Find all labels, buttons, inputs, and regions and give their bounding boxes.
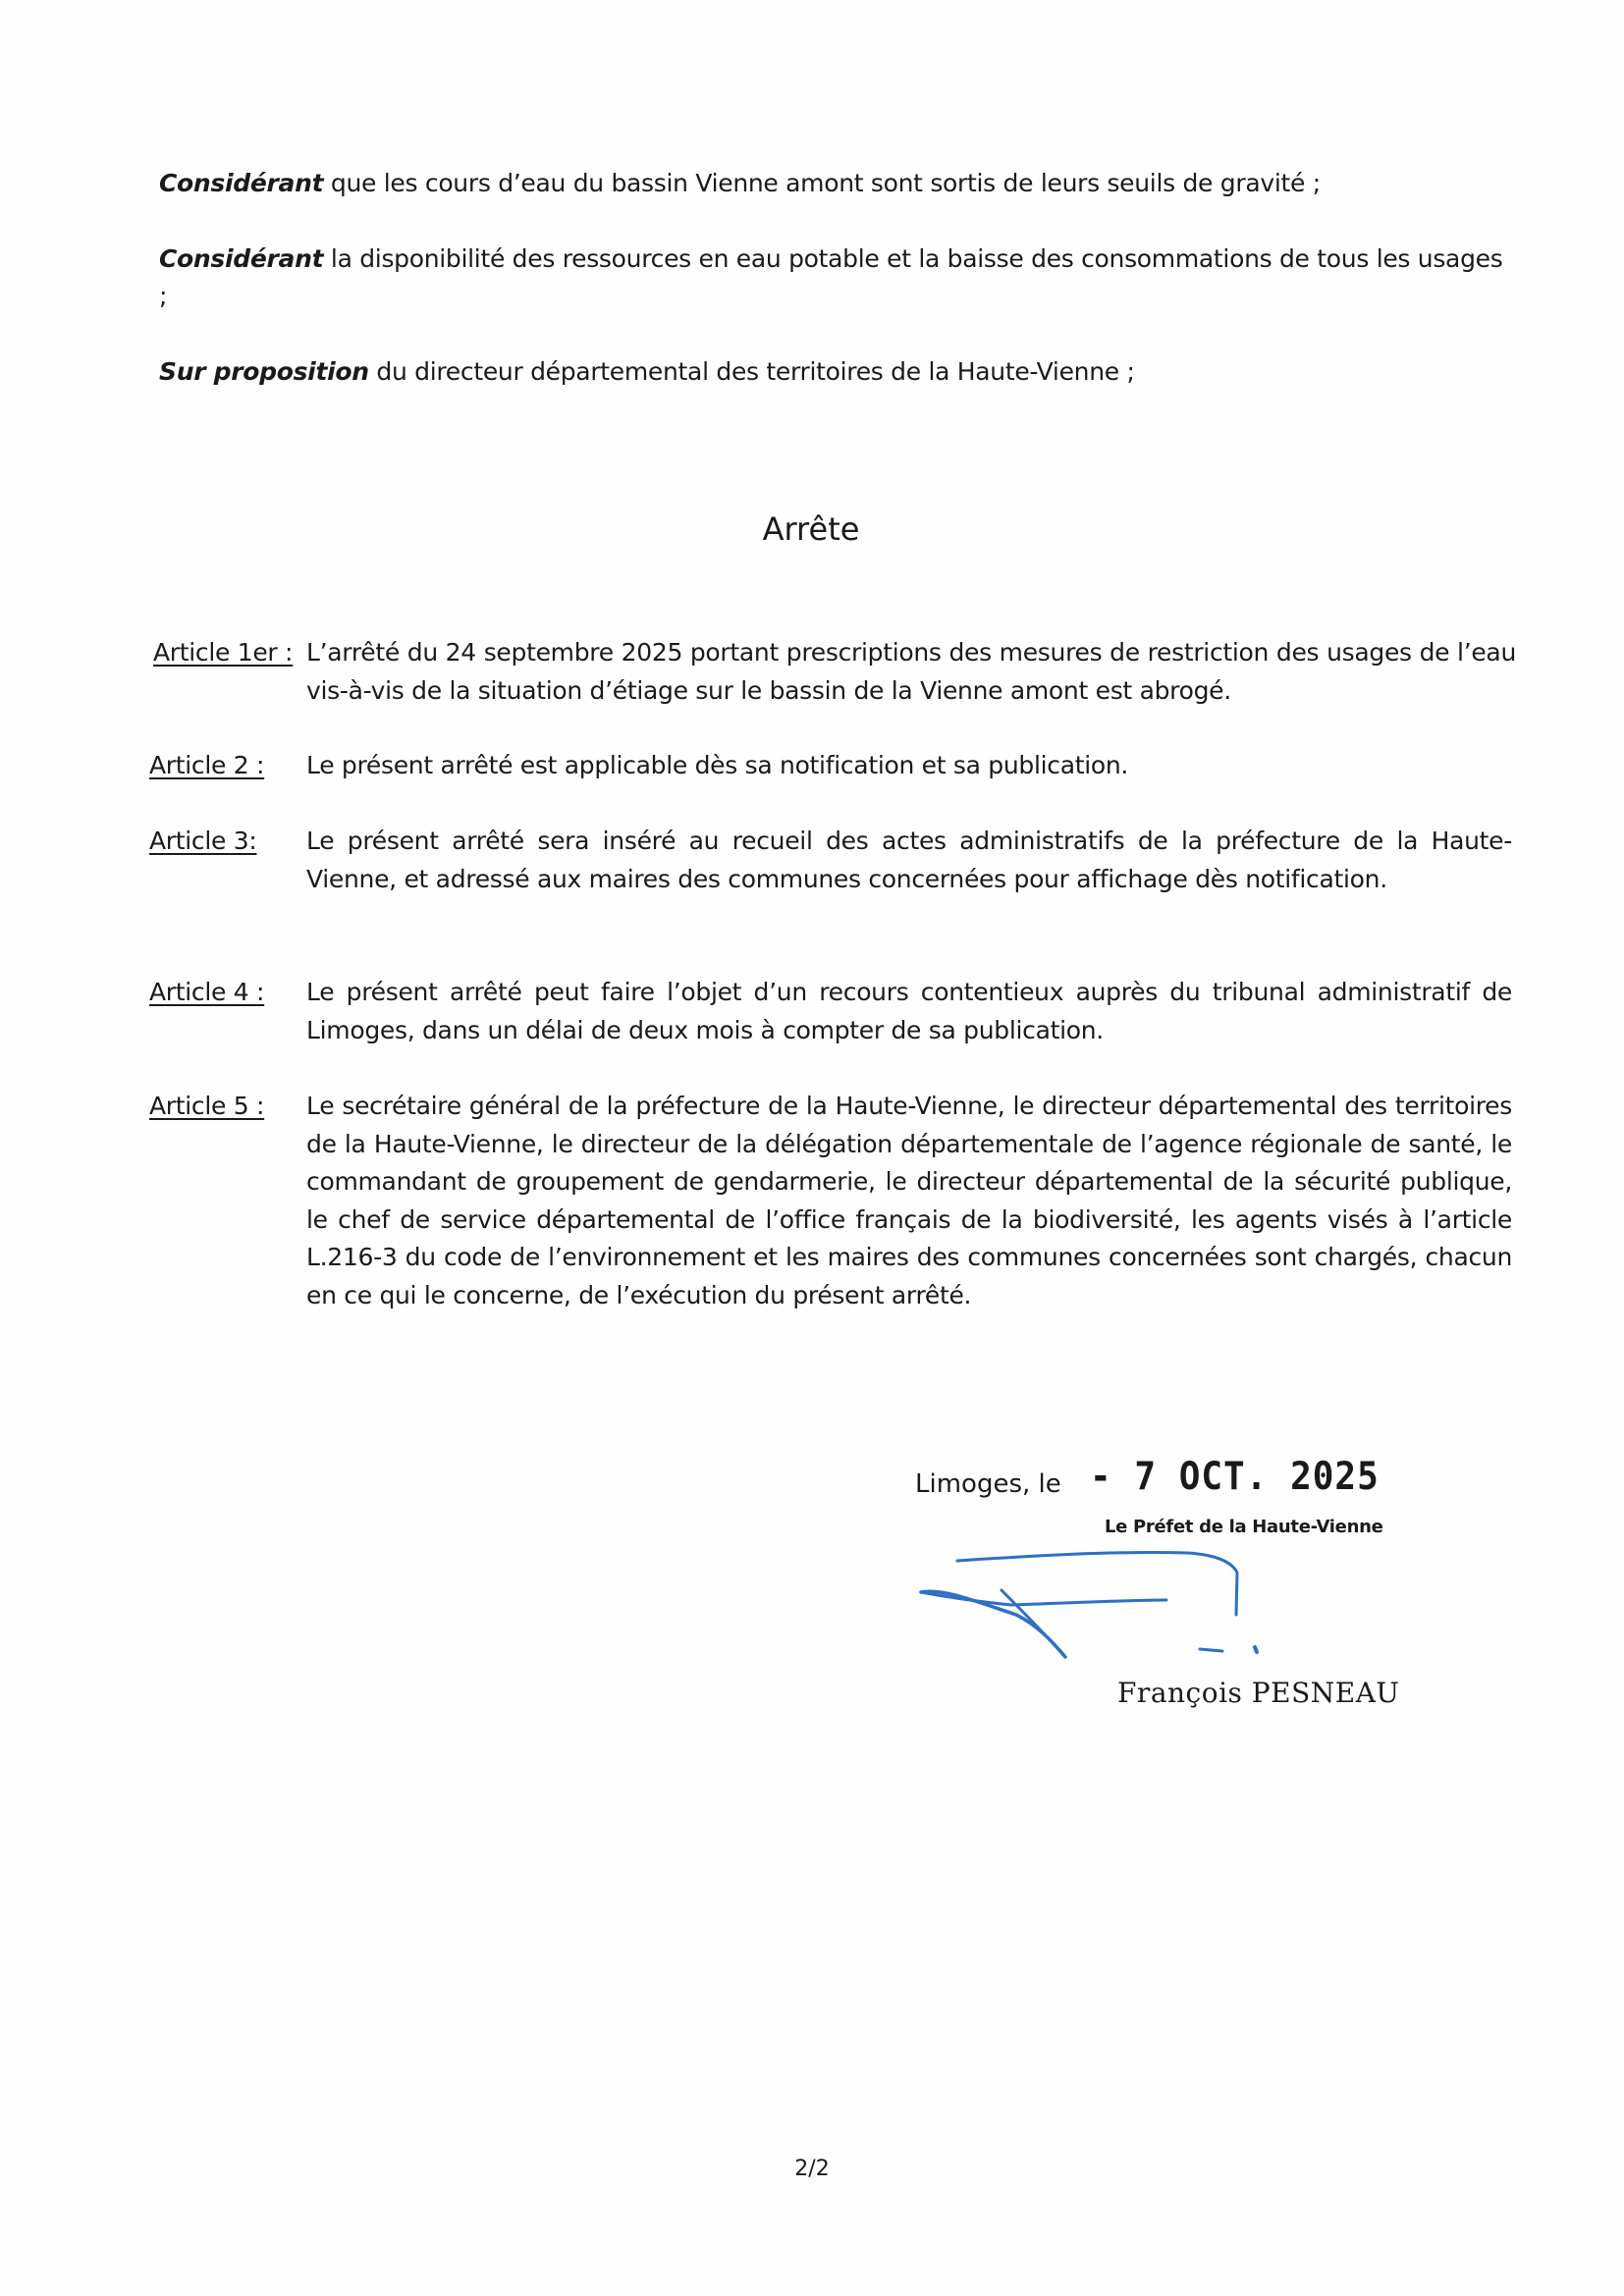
consideration-lead: Considérant xyxy=(159,169,324,197)
signature-stroke xyxy=(1001,1590,1065,1657)
article-text: L’arrêté du 24 septembre 2025 portant prescriptions des mesures de restriction des usages de l’eau vis-à-vis de la situation d’étiage sur le bassin de la Vienne amont est abrogé. xyxy=(306,638,1516,705)
article-text: Le secrétaire général de la préfecture de la Haute-Vienne, le directeur départemental des territoires de la Haute-Vienne, le directeur de la délégation départementale de l’agence régionale de santé, le commandant de groupement de gendarmerie, le directeur départemental de la sécurité publique, le chef de service départemental de l’office français de la biodiversité, les agents visés à l’article L.216-3 du code de l’environnement et les maires des communes concernées sont chargés, chacun en ce qui le concerne, de l’exécution du présent arrêté. xyxy=(306,1092,1512,1309)
role-stamp: Le Préfet de la Haute-Vienne xyxy=(1105,1517,1383,1537)
article-4 xyxy=(149,974,1512,1049)
signature-stroke xyxy=(921,1591,1065,1657)
signature-stroke xyxy=(957,1553,1237,1615)
article-text: Le présent arrêté peut faire l’objet d’un recours contentieux auprès du tribunal administratif de Limoges, dans un délai de deux mois à compter de sa publication. xyxy=(306,978,1512,1044)
signatory-name: François PESNEAU xyxy=(1117,1677,1400,1709)
article-1 xyxy=(153,634,1516,710)
article-label: Article 2 : xyxy=(149,751,265,779)
article-label: Article 1er : xyxy=(153,638,294,667)
consideration-2 xyxy=(159,240,1514,315)
article-label: Article 4 : xyxy=(149,978,265,1006)
article-3 xyxy=(149,823,1512,898)
signature-strokes xyxy=(921,1553,1257,1657)
article-text: Le présent arrêté est applicable dès sa notification et sa publication. xyxy=(306,751,1129,779)
article-text: Le présent arrêté sera inséré au recueil des actes administratifs de la préfecture de la Haute-Vienne, et adressé aux maires des communes concernées pour affichage dès notification. xyxy=(306,827,1512,893)
consideration-3 xyxy=(159,353,1514,391)
handwritten-signature xyxy=(913,1541,1306,1679)
consideration-text: que les cours d’eau du bassin Vienne amont sont sortis de leurs seuils de gravité ; xyxy=(323,169,1321,197)
decision-title: Arrête xyxy=(762,510,860,548)
article-label: Article 5 : xyxy=(149,1092,265,1120)
consideration-lead: Considérant xyxy=(159,244,324,273)
signature-stroke xyxy=(1200,1649,1222,1651)
consideration-lead: Sur proposition xyxy=(159,357,369,386)
article-5 xyxy=(149,1088,1512,1314)
signature-stroke xyxy=(1255,1647,1257,1652)
consideration-1 xyxy=(159,165,1514,202)
article-label: Article 3: xyxy=(149,827,257,855)
consideration-text: la disponibilité des ressources en eau potable et la baisse des consommations de tous les usages ; xyxy=(159,244,1503,310)
article-2 xyxy=(149,747,1512,785)
consideration-text: du directeur départemental des territoires de la Haute-Vienne ; xyxy=(368,357,1135,386)
date-stamp: - 7 OCT. 2025 xyxy=(1090,1454,1380,1500)
page-number: 2/2 xyxy=(794,2157,830,2181)
signature-place: Limoges, le xyxy=(915,1469,1061,1499)
